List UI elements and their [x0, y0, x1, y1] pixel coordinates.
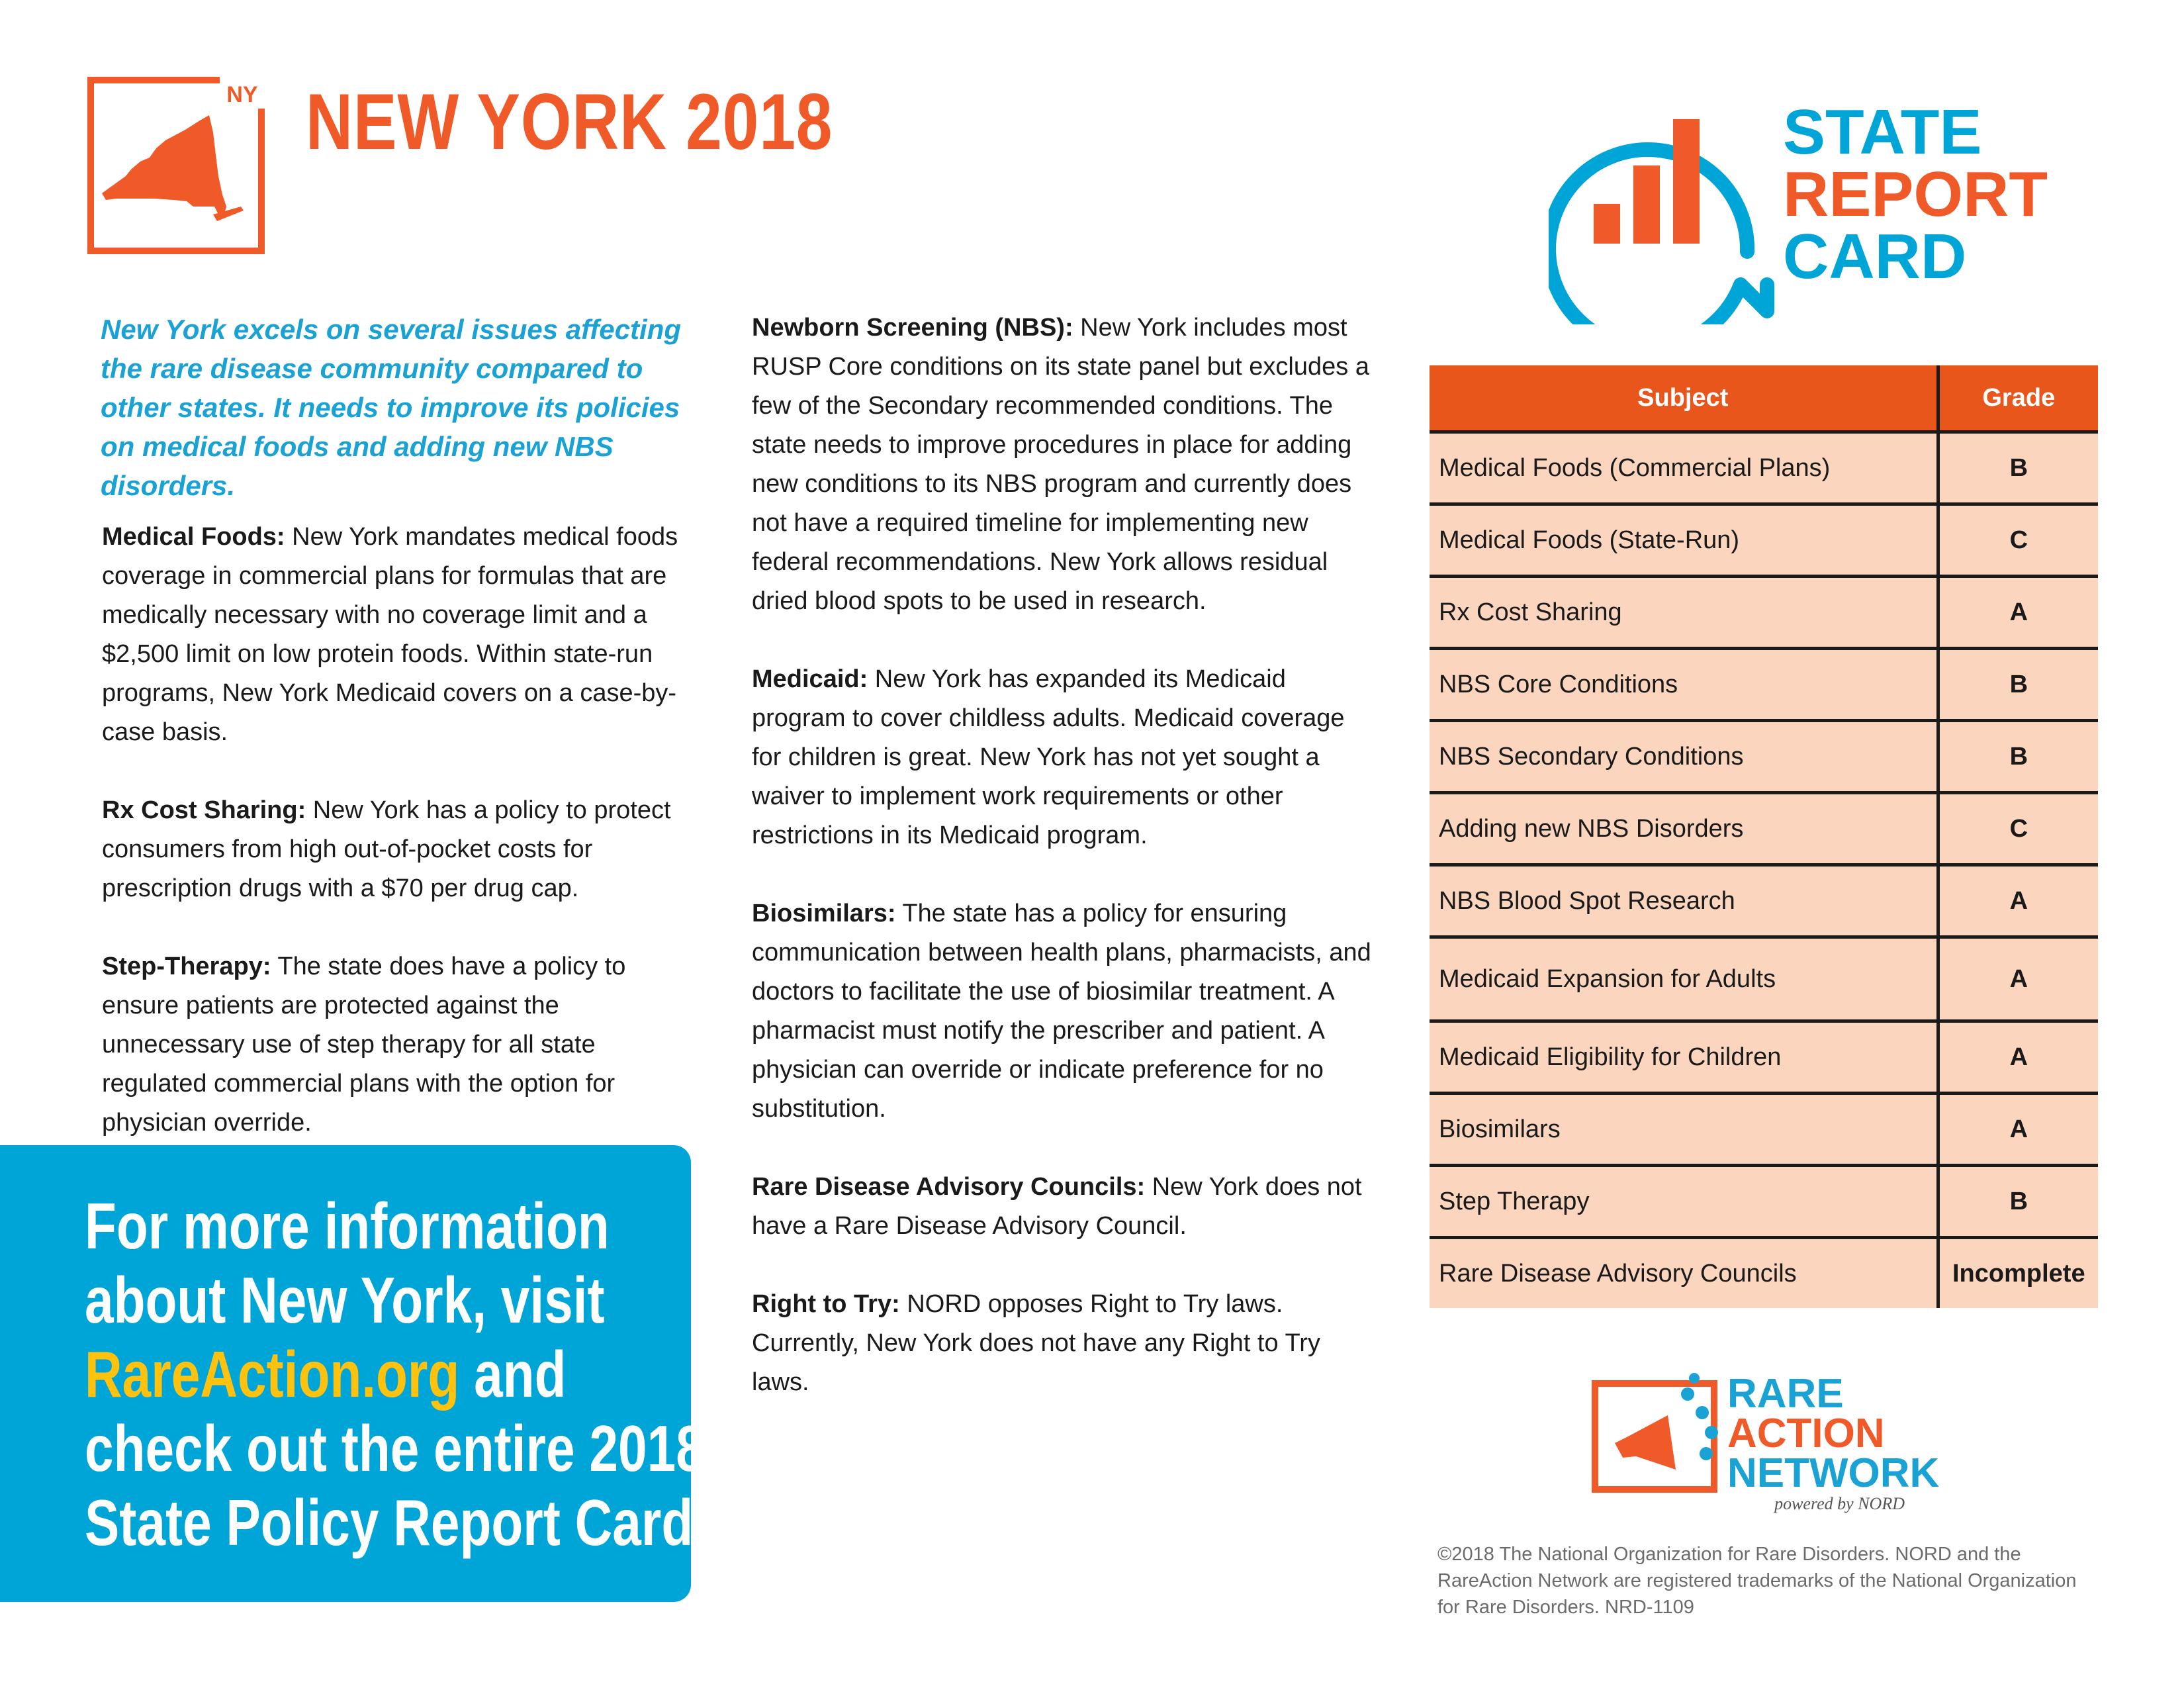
copyright-notice: ©2018 The National Organization for Rare Disorders. NORD and the RareAction Network are registered trademarks of the National Organization for Rare Disorders. NRD-1109 — [1437, 1544, 2077, 1618]
section-body: New York mandates medical foods coverage in commercial plans for formulas that are medically necessary with no coverage limit and a $2,500 limit on low protein foods. Within state-run programs, New York Medicaid covers on a case-by-case basis. — [102, 523, 678, 746]
rare-action-network-logo — [1588, 1364, 1999, 1516]
section-rx-cost-sharing — [102, 791, 684, 908]
section-body: The state has a policy for ensuring communication between health plans, pharmacists, and doctors to facilitate the use of biosimilar treatment. A pharmacist must notify the prescriber and patient. A physician can override or indicate preference for no substitution. — [752, 900, 1371, 1123]
row-grade: C — [1938, 504, 2098, 577]
chart-bar-3 — [1673, 119, 1700, 244]
row-subject: Adding new NBS Disorders — [1430, 793, 1938, 865]
section-right-to-try — [752, 1285, 1374, 1402]
more-info-text — [85, 1189, 720, 1560]
table-row — [1430, 721, 2098, 793]
more-info-box — [0, 1145, 705, 1602]
column-header-grade: Grade — [1938, 365, 2098, 432]
section-heading: Rare Disease Advisory Councils: — [752, 1173, 1146, 1201]
section-newborn-screening — [752, 308, 1374, 621]
section-body: New York includes most RUSP Core conditions on its state panel but excludes a few of the Secondary recommended conditions. The state needs to improve procedures in place for adding new conditions to its NBS program and currently does not have a required timeline for implementing new federal recommendations. New York allows residual dried blood spots to be used in research. — [752, 314, 1369, 615]
section-heading: Step-Therapy: — [102, 953, 271, 980]
row-subject: Rx Cost Sharing — [1430, 577, 1938, 649]
ran-rare-text: RARE — [1727, 1371, 1844, 1417]
section-body: New York does not have a Rare Disease Advisory Council. — [752, 1173, 1362, 1240]
row-subject: NBS Secondary Conditions — [1430, 721, 1938, 793]
column-header-subject: Subject — [1430, 365, 1938, 432]
page-title: NEW YORK 2018 — [306, 77, 833, 166]
logo-report-text: REPORT — [1783, 159, 2048, 230]
section-heading: Right to Try: — [752, 1290, 900, 1318]
state-abbr: NY — [226, 82, 258, 107]
row-subject: Biosimilars — [1430, 1094, 1938, 1166]
row-grade: A — [1938, 577, 2098, 649]
logo-card-text: CARD — [1783, 221, 1967, 292]
row-subject: Rare Disease Advisory Councils — [1430, 1238, 1938, 1309]
more-info-tail: and check out the entire 2018 State Policy Report Card — [85, 1338, 705, 1559]
section-heading: Biosimilars: — [752, 900, 896, 927]
row-grade: A — [1938, 1094, 2098, 1166]
table-row — [1430, 504, 2098, 577]
table-header-row — [1430, 365, 2098, 432]
row-grade: A — [1938, 937, 2098, 1021]
chart-bar-1 — [1594, 204, 1620, 244]
section-step-therapy — [102, 947, 684, 1143]
table-row — [1430, 432, 2098, 504]
section-heading: Medical Foods: — [102, 523, 285, 551]
ran-tagline: powered by NORD — [1774, 1494, 1905, 1513]
section-advisory-councils — [752, 1168, 1374, 1246]
row-subject: Medical Foods (Commercial Plans) — [1430, 432, 1938, 504]
table-row — [1430, 865, 2098, 937]
section-body: The state does have a policy to ensure patients are protected against the unnecessary use of step therapy for all state regulated commercial plans with the option for physician override. — [102, 953, 626, 1137]
section-body: New York has a policy to protect consumers from high out-of-pocket costs for prescription drugs with a $70 per drug cap. — [102, 796, 671, 902]
row-subject: NBS Blood Spot Research — [1430, 865, 1938, 937]
row-grade: C — [1938, 793, 2098, 865]
section-medicaid — [752, 660, 1374, 855]
table-row — [1430, 1094, 2098, 1166]
section-body: New York has expanded its Medicaid program to cover childless adults. Medicaid coverage for children is great. New York has not yet sought a waiver to implement work requirements or other restrictions in its Medicaid program. — [752, 665, 1345, 849]
row-grade: A — [1938, 865, 2098, 937]
chart-bar-2 — [1633, 165, 1660, 244]
row-grade: B — [1938, 1166, 2098, 1238]
table-row — [1430, 1166, 2098, 1238]
section-heading: Rx Cost Sharing: — [102, 796, 306, 824]
section-heading: Medicaid: — [752, 665, 868, 693]
row-subject: Medical Foods (State-Run) — [1430, 504, 1938, 577]
left-policy-sections — [102, 518, 684, 1182]
row-grade: Incomplete — [1938, 1238, 2098, 1309]
row-grade: B — [1938, 721, 2098, 793]
row-subject: Step Therapy — [1430, 1166, 1938, 1238]
ny-state-shape — [102, 115, 244, 221]
state-report-card-logo — [1549, 86, 2071, 324]
table-row — [1430, 1021, 2098, 1094]
section-heading: Newborn Screening (NBS): — [752, 314, 1073, 342]
table-row — [1430, 577, 2098, 649]
section-medical-foods — [102, 518, 684, 752]
row-grade: B — [1938, 649, 2098, 721]
logo-state-text: STATE — [1783, 97, 1982, 167]
ny-state-logo — [87, 77, 265, 254]
row-subject: Medicaid Expansion for Adults — [1430, 937, 1938, 1021]
intro-summary: New York excels on several issues affecting the rare disease community compared to other states. It needs to improve its policies on medical foods and adding new NBS disorders. — [101, 314, 682, 501]
ran-action-text: ACTION — [1727, 1411, 1885, 1456]
more-info-lead: For more information about New York, visit — [85, 1190, 610, 1336]
middle-policy-sections — [752, 308, 1374, 1441]
table-row — [1430, 937, 2098, 1021]
table-row — [1430, 649, 2098, 721]
grade-table — [1430, 365, 2098, 1308]
row-grade: B — [1938, 432, 2098, 504]
table-row — [1430, 1238, 2098, 1309]
row-grade: A — [1938, 1021, 2098, 1094]
table-row — [1430, 793, 2098, 865]
ran-network-text: NETWORK — [1727, 1450, 1940, 1496]
row-subject: Medicaid Eligibility for Children — [1430, 1021, 1938, 1094]
section-biosimilars — [752, 894, 1374, 1129]
section-body: NORD opposes Right to Try laws. Currently, New York does not have any Right to Try laws. — [752, 1290, 1320, 1396]
row-subject: NBS Core Conditions — [1430, 649, 1938, 721]
rareaction-link[interactable]: RareAction.org — [85, 1338, 460, 1411]
megaphone-icon — [1615, 1415, 1676, 1470]
